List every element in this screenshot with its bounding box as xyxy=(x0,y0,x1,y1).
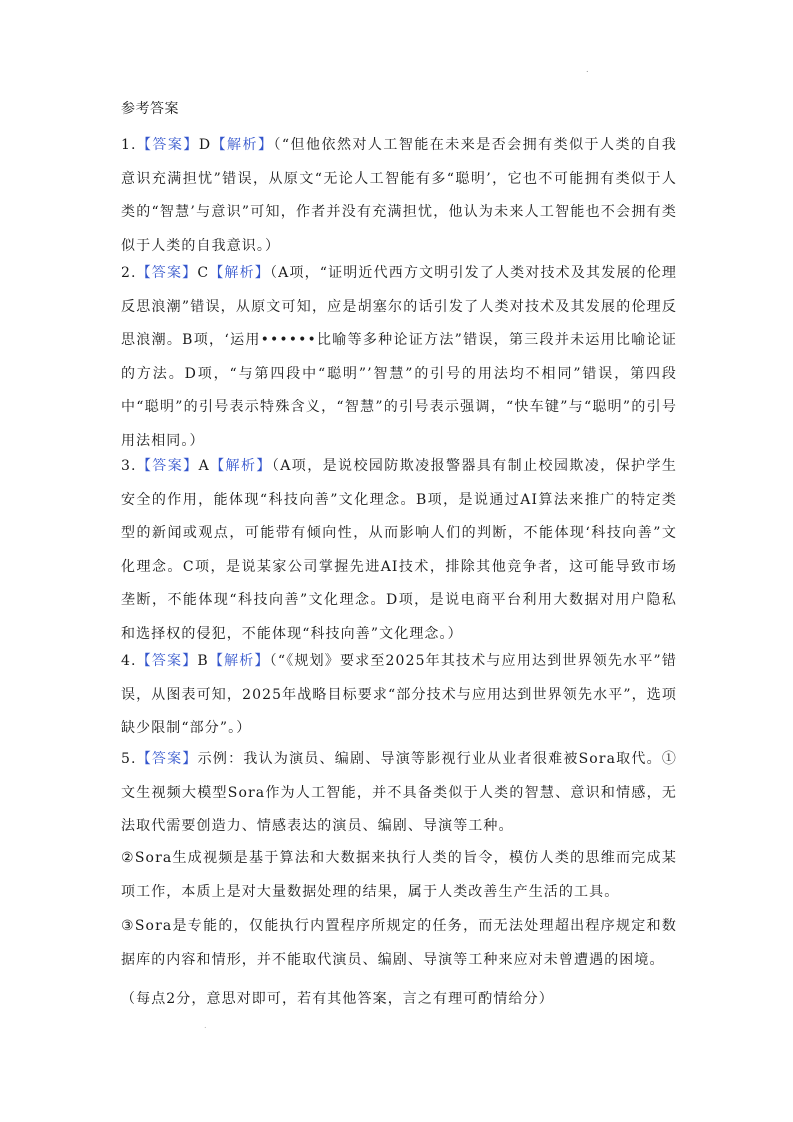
answer-number: 3. xyxy=(121,458,137,474)
answer-item-3 xyxy=(121,450,677,651)
page-title: 参考答案 xyxy=(121,101,179,117)
answer-intro: 示例：我认为演员、编剧、导演等影视行业从业者很难被Sora取代。①文生视频大模型Sora作为人工智能，并不具备类似于人类的智慧、意识和情感，无法取代需要创造力、情感表达的演员、编剧、导演等工种。 xyxy=(121,751,677,834)
answer-value: C xyxy=(197,265,210,281)
corner-mark: . xyxy=(586,65,589,74)
answer-number: 2. xyxy=(121,265,137,281)
scoring-note: （每点2分，意思对即可，若有其他答案，言之有理可酌情给分） xyxy=(121,991,554,1007)
answer-number: 5. xyxy=(121,751,137,767)
analysis-text: （“但他依然对人工智能在未来是否会拥有类似于人类的自我意识充满担忧”错误，从原文“无论人工智能有多“聪明’，它也不可能拥有类似于人类的“智慧’与意识”可知，作者并没有充满担忧，他认为未来人工智能也不会拥有类似于人类的自我意识。） xyxy=(121,137,678,254)
answer-tag: 【答案】 xyxy=(136,458,199,474)
answer-point-2: ②Sora生成视频是基于算法和大数据来执行人类的旨令，模仿人类的思维而完成某项工作，本质上是对大量数据处理的结果，属于人类改善生产生活的工具。 xyxy=(121,850,677,900)
footer-mark: . xyxy=(204,1021,207,1030)
answer-item-4 xyxy=(121,645,677,746)
analysis-text: （“《规划》要求至2025年其技术与应用达到世界领先水平”错误，从图表可知，2025年战略目标要求“部分技术与应用达到世界领先水平”，选项缺少限制“部分”。） xyxy=(121,653,677,736)
answer-value: B xyxy=(197,653,209,669)
answer-number: 1. xyxy=(121,137,137,153)
answer-tag: 【答案】 xyxy=(136,653,198,669)
answer-tag: 【答案】 xyxy=(136,137,199,153)
answer-tag: 【答案】 xyxy=(136,265,198,281)
analysis-text: （A项，是说校园防欺凌报警器具有制止校园欺凌，保护学生安全的作用，能体现“科技向善”文化理念。B项，是说通过AI算法来推广的特定类型的新闻或观点，可能带有倾向性，从而影响人们的判断，不能体现‘科技向善”文化理念。C项，是说某家公司掌握先进AI技术，排除其他竞争者，这可能导致市场垄断，不能体现“科技向善”文化理念。D项，是说电商平台利用大数据对用户隐私和选择权的侵犯，不能体现“科技向善”文化理念。） xyxy=(121,458,677,642)
answer-value: A xyxy=(198,458,210,474)
analysis-tag: 【解析】 xyxy=(211,137,274,153)
answer-tag: 【答案】 xyxy=(136,751,198,767)
analysis-tag: 【解析】 xyxy=(209,265,270,281)
answer-item-1 xyxy=(121,129,677,263)
analysis-tag: 【解析】 xyxy=(208,653,270,669)
answer-item-5 xyxy=(121,743,677,844)
answer-item-2 xyxy=(121,257,677,458)
analysis-text: （A项，“证明近代西方文明引发了人类对技术及其发展的伦理反思浪潮”错误，从原文可知，应是胡塞尔的话引发了人类对技术及其发展的伦理反思浪潮。B项，‘运用••••••比喻等多种论证方法”错误，第三段并未运用比喻论证的方法。D项，“与第四段中“聪明”’智慧”的引号的用法均不相同”错误，第四段中“聪明”的引号表示特殊含义，“智慧”的引号表示强调，“快车键”与“聪明”的引号用法相同。） xyxy=(121,265,677,449)
answer-value: D xyxy=(198,137,212,153)
analysis-tag: 【解析】 xyxy=(209,458,272,474)
answer-number: 4. xyxy=(121,653,137,669)
answer-point-3: ③Sora是专能的，仅能执行内置程序所规定的任务，而无法处理超出程序规定和数据库的内容和情形，并不能取代演员、编剧、导演等工种来应对未曾遭遇的困境。 xyxy=(121,918,677,968)
